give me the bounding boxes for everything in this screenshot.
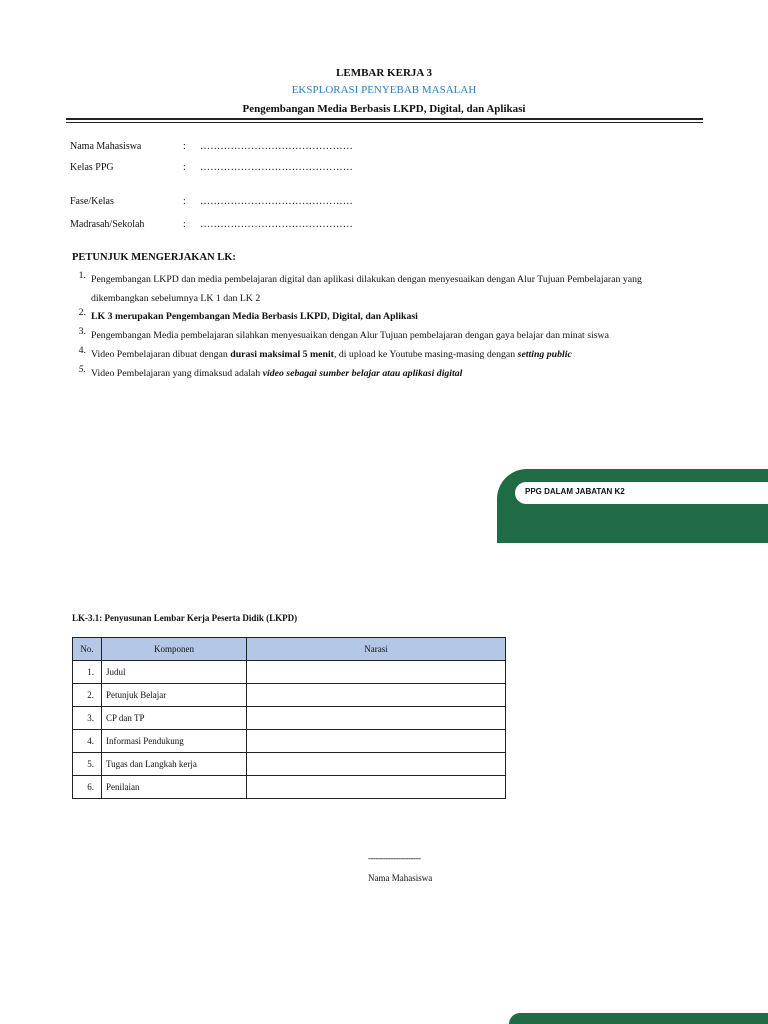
banner-label: PPG DALAM JABATAN K2 bbox=[525, 487, 625, 496]
instruction-emphasis: video sebagai sumber belajar atau aplikasi digital bbox=[262, 368, 463, 379]
document-subtitle: EKSPLORASI PENYEBAB MASALAH bbox=[291, 84, 477, 96]
header-no: No. bbox=[73, 638, 102, 661]
cell-komponen: Petunjuk Belajar bbox=[102, 684, 247, 707]
cell-narasi[interactable] bbox=[247, 707, 506, 730]
field-label: Kelas PPG bbox=[70, 162, 114, 173]
field-value[interactable]: ……………………………………… bbox=[200, 141, 353, 152]
header-rule-thin bbox=[66, 122, 703, 123]
table-row bbox=[73, 684, 506, 707]
table-row bbox=[73, 753, 506, 776]
instructions-heading: PETUNJUK MENGERJAKAN LK: bbox=[72, 252, 236, 263]
cell-narasi[interactable] bbox=[247, 730, 506, 753]
table-row bbox=[73, 661, 506, 684]
cell-komponen: Penilaian bbox=[102, 776, 247, 799]
field-colon: : bbox=[183, 162, 186, 173]
signature-line: --------------------- bbox=[368, 853, 421, 863]
instruction-text bbox=[91, 364, 701, 383]
instruction-text-part: Video Pembelajaran dibuat dengan bbox=[91, 349, 231, 360]
cell-narasi[interactable] bbox=[247, 776, 506, 799]
cell-no: 1. bbox=[73, 661, 102, 684]
cell-no: 2. bbox=[73, 684, 102, 707]
field-label: Madrasah/Sekolah bbox=[70, 219, 145, 230]
instruction-text: Pengembangan Media pembelajaran silahkan menyesuaikan dengan Alur Tujuan pembelajaran dengan gaya belajar dan minat siswa bbox=[91, 330, 609, 341]
cell-narasi[interactable] bbox=[247, 684, 506, 707]
cell-komponen: CP dan TP bbox=[102, 707, 247, 730]
table-row bbox=[73, 730, 506, 753]
table-title: LK-3.1: Penyusunan Lembar Kerja Peserta Didik (LKPD) bbox=[72, 613, 298, 623]
document-title: LEMBAR KERJA 3 bbox=[336, 67, 432, 79]
document-heading: Pengembangan Media Berbasis LKPD, Digital, dan Aplikasi bbox=[242, 103, 526, 115]
banner-pill bbox=[515, 482, 768, 504]
instruction-text bbox=[91, 345, 701, 364]
cell-narasi[interactable] bbox=[247, 661, 506, 684]
field-colon: : bbox=[183, 141, 186, 152]
cell-komponen: Informasi Pendukung bbox=[102, 730, 247, 753]
instruction-number: 1. bbox=[78, 270, 86, 281]
instruction-number: 2. bbox=[78, 307, 86, 318]
cell-narasi[interactable] bbox=[247, 753, 506, 776]
field-label: Fase/Kelas bbox=[70, 196, 114, 207]
table-header-row bbox=[73, 638, 506, 661]
instruction-text-part: , di upload ke Youtube masing-masing dengan bbox=[333, 349, 518, 360]
cell-komponen: Tugas dan Langkah kerja bbox=[102, 753, 247, 776]
instruction-text: Pengembangan LKPD dan media pembelajaran digital dan aplikasi dilakukan dengan menyesuaikan dengan Alur Tujuan Pembelajaran yang dikembangkan sebelumnya LK 1 dan LK 2 bbox=[91, 274, 642, 304]
ppg-banner bbox=[497, 469, 768, 543]
cell-no: 5. bbox=[73, 753, 102, 776]
field-value[interactable]: ……………………………………… bbox=[200, 219, 353, 230]
field-colon: : bbox=[183, 219, 186, 230]
field-colon: : bbox=[183, 196, 186, 207]
instruction-text-part: Video Pembelajaran yang dimaksud adalah bbox=[91, 368, 263, 379]
cell-komponen: Judul bbox=[102, 661, 247, 684]
instruction-number: 4. bbox=[78, 345, 86, 356]
table-row bbox=[73, 707, 506, 730]
field-label: Nama Mahasiswa bbox=[70, 141, 142, 152]
header-narasi: Narasi bbox=[247, 638, 506, 661]
instruction-emphasis: setting public bbox=[517, 349, 572, 360]
header-rule-thick bbox=[66, 118, 703, 120]
cell-no: 6. bbox=[73, 776, 102, 799]
cell-no: 4. bbox=[73, 730, 102, 753]
field-value[interactable]: ……………………………………… bbox=[200, 162, 353, 173]
instruction-number: 5. bbox=[78, 364, 86, 375]
cell-no: 3. bbox=[73, 707, 102, 730]
instruction-emphasis: durasi maksimal 5 menit bbox=[230, 349, 334, 360]
header-komponen: Komponen bbox=[102, 638, 247, 661]
field-value[interactable]: ……………………………………… bbox=[200, 196, 353, 207]
instruction-text: LK 3 merupakan Pengembangan Media Berbasis LKPD, Digital, dan Aplikasi bbox=[91, 311, 418, 322]
instruction-number: 3. bbox=[78, 326, 86, 337]
ppg-banner-next-page bbox=[509, 1013, 768, 1024]
table-row bbox=[73, 776, 506, 799]
signature-name: Nama Mahasiswa bbox=[368, 873, 433, 883]
lkpd-table bbox=[72, 637, 506, 799]
